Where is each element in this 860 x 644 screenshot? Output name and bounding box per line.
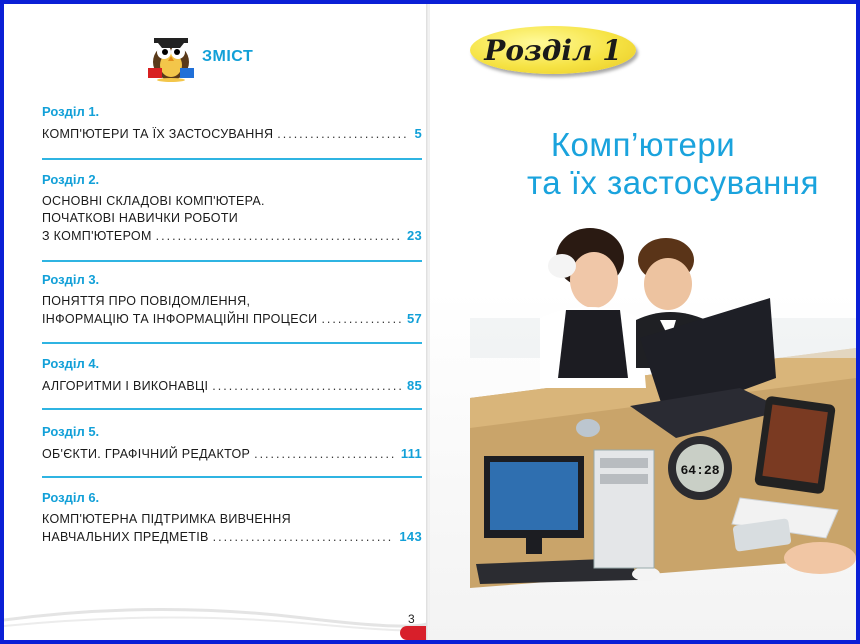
children-computer-illustration: [470, 228, 856, 588]
chapter-title-line-2: та їх застосування: [526, 164, 819, 201]
toc-section-2: [42, 172, 422, 245]
entry-page: 111: [400, 446, 422, 461]
section-label: Розділ 3.: [42, 272, 100, 287]
toc-title: ЗМІСТ: [202, 48, 254, 65]
left-page: [4, 4, 428, 640]
section-label: Розділ 2.: [42, 172, 100, 187]
entry-page: 5: [414, 126, 422, 141]
toc-entry[interactable]: [42, 227, 422, 245]
page-number: 3: [408, 612, 415, 626]
entry-text: АЛГОРИТМИ І ВИКОНАВЦІ: [42, 379, 209, 393]
leader-dots: [156, 228, 401, 245]
entry-page: 143: [399, 529, 422, 544]
chapter-title: [430, 126, 856, 202]
toc-section-1: [42, 104, 422, 143]
entry-text: ПОНЯТТЯ ПРО ПОВІДОМЛЕННЯ,: [42, 294, 251, 308]
leader-dots: [254, 446, 395, 463]
decorative-swoosh: [4, 590, 428, 640]
divider: [42, 476, 422, 478]
leader-dots: [321, 311, 400, 328]
entry-text: НАВЧАЛЬНИХ ПРЕДМЕТІВ: [42, 530, 209, 544]
section-label: Розділ 4.: [42, 356, 100, 371]
toc-entry[interactable]: [42, 310, 422, 328]
entry-page: 85: [406, 378, 422, 393]
toc-entry[interactable]: [42, 528, 422, 546]
toc-section-4: [42, 356, 422, 395]
owl-mascot-icon: [144, 32, 198, 82]
toc-section-5: [42, 424, 422, 463]
chapter-badge: [470, 26, 636, 74]
divider: [42, 158, 422, 160]
leader-dots: [213, 529, 394, 546]
section-label: Розділ 6.: [42, 490, 100, 505]
divider: [42, 408, 422, 410]
section-label: Розділ 1.: [42, 104, 100, 119]
chapter-title-line-1: Комп’ютери: [550, 126, 736, 163]
toc-section-6: [42, 490, 422, 546]
section-label: Розділ 5.: [42, 424, 100, 439]
leader-dots: [212, 378, 401, 395]
divider: [42, 342, 422, 344]
entry-page: 23: [406, 228, 422, 243]
entry-text: ОСНОВНІ СКЛАДОВІ КОМП'ЮТЕРА.: [42, 194, 265, 208]
divider: [42, 260, 422, 262]
toc-header: [144, 32, 253, 82]
entry-text: КОМП'ЮТЕРНА ПІДТРИМКА ВИВЧЕННЯ: [42, 512, 291, 526]
entry-text: ІНФОРМАЦІЮ ТА ІНФОРМАЦІЙНІ ПРОЦЕСИ: [42, 312, 318, 326]
toc-entry[interactable]: [42, 125, 422, 143]
entry-text: ОБ'ЄКТИ. ГРАФІЧНИЙ РЕДАКТОР: [42, 447, 251, 461]
toc-entry-line: [42, 193, 422, 210]
watch-display: 64:28: [680, 463, 720, 478]
entry-page: 57: [406, 311, 422, 326]
toc-entry-line: [42, 293, 422, 310]
right-page: [430, 4, 856, 640]
toc-section-3: [42, 272, 422, 328]
chapter-badge-label: Розділ 1: [484, 33, 622, 67]
toc-entry-line: [42, 511, 422, 528]
toc-entry[interactable]: [42, 377, 422, 395]
entry-text: ПОЧАТКОВІ НАВИЧКИ РОБОТИ: [42, 211, 239, 225]
toc-entry[interactable]: [42, 445, 422, 463]
entry-text: З КОМП'ЮТЕРОМ: [42, 229, 152, 243]
leader-dots: [277, 126, 408, 143]
toc-entry-line: [42, 210, 422, 227]
entry-text: КОМП'ЮТЕРИ ТА ЇХ ЗАСТОСУВАННЯ: [42, 127, 274, 141]
